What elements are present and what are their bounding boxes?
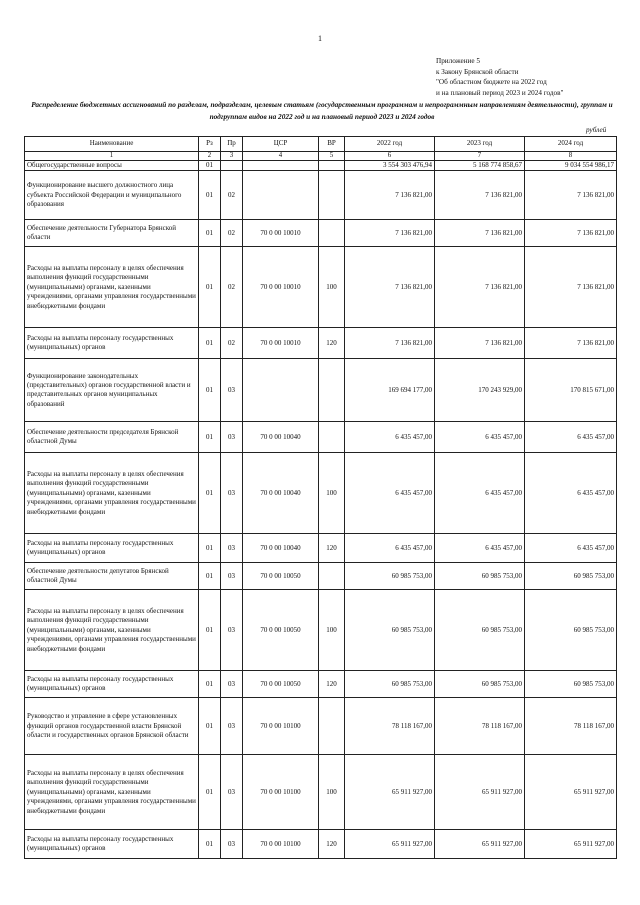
row-vr: 120 — [319, 328, 345, 359]
row-name: Расходы на выплаты персоналу в целях обеспечения выполнения функций государственными (муниципальными) органами, казенными учреждениями, органами управления государственными внебюджетными фондами — [25, 755, 199, 830]
row-amount-2022: 7 136 821,00 — [345, 247, 435, 328]
row-amount-2024: 78 118 167,00 — [525, 698, 617, 755]
row-amount-2022: 78 118 167,00 — [345, 698, 435, 755]
table-row — [25, 422, 617, 453]
column-number: 8 — [525, 152, 617, 161]
column-header: Рз — [199, 137, 221, 152]
row-amount-2022: 7 136 821,00 — [345, 328, 435, 359]
column-number: 6 — [345, 152, 435, 161]
table-row — [25, 453, 617, 534]
row-amount-2023: 60 985 753,00 — [435, 563, 525, 590]
table-row — [25, 671, 617, 698]
row-amount-2024: 65 911 927,00 — [525, 830, 617, 859]
row-amount-2022: 6 435 457,00 — [345, 453, 435, 534]
row-name: Расходы на выплаты персоналу в целях обеспечения выполнения функций государственными (муниципальными) органами, казенными учреждениями, органами управления государственными внебюджетными фондами — [25, 247, 199, 328]
table-row — [25, 590, 617, 671]
row-amount-2024: 7 136 821,00 — [525, 247, 617, 328]
row-amount-2022: 65 911 927,00 — [345, 830, 435, 859]
row-pr: 03 — [221, 453, 243, 534]
row-rz: 01 — [199, 698, 221, 755]
table-row — [25, 328, 617, 359]
appendix-note — [436, 56, 563, 98]
row-amount-2024: 7 136 821,00 — [525, 328, 617, 359]
row-amount-2022: 6 435 457,00 — [345, 534, 435, 563]
column-header: 2022 год — [345, 137, 435, 152]
row-amount-2023: 60 985 753,00 — [435, 671, 525, 698]
row-rz: 01 — [199, 328, 221, 359]
unit-label: рублей — [586, 126, 607, 134]
table-row — [25, 755, 617, 830]
row-rz: 01 — [199, 171, 221, 220]
appendix-line: и на плановый период 2023 и 2024 годов" — [436, 88, 564, 97]
row-csr: 70 0 00 10040 — [243, 534, 319, 563]
row-amount-2022: 7 136 821,00 — [345, 171, 435, 220]
row-rz: 01 — [199, 422, 221, 453]
table-row — [25, 171, 617, 220]
column-number: 4 — [243, 152, 319, 161]
row-amount-2023: 7 136 821,00 — [435, 171, 525, 220]
row-name: Обеспечение деятельности Губернатора Брянской области — [25, 220, 199, 247]
row-rz: 01 — [199, 453, 221, 534]
row-csr: 70 0 00 10010 — [243, 247, 319, 328]
document-title: Распределение бюджетных ассигнований по разделам, подразделам, целевым статьям (государственным программам и непрограммным направлениям деятельности), группам и подгруппам видов на 2022 год и на плановый период 2023 и 2024 годов — [31, 100, 613, 121]
row-rz: 01 — [199, 563, 221, 590]
row-csr: 70 0 00 10050 — [243, 671, 319, 698]
row-csr: 70 0 00 10050 — [243, 590, 319, 671]
row-pr: 03 — [221, 563, 243, 590]
row-rz: 01 — [199, 161, 221, 171]
row-amount-2023: 170 243 929,00 — [435, 359, 525, 422]
row-amount-2024: 6 435 457,00 — [525, 534, 617, 563]
row-pr: 03 — [221, 671, 243, 698]
header-row — [25, 137, 617, 152]
row-amount-2024: 60 985 753,00 — [525, 563, 617, 590]
row-name: Общегосударственные вопросы — [25, 161, 199, 171]
row-name: Расходы на выплаты персоналу государственных (муниципальных) органов — [25, 534, 199, 563]
row-amount-2022: 169 694 177,00 — [345, 359, 435, 422]
row-rz: 01 — [199, 359, 221, 422]
table-body — [25, 161, 617, 859]
row-name: Расходы на выплаты персоналу государственных (муниципальных) органов — [25, 671, 199, 698]
column-header: 2023 год — [435, 137, 525, 152]
row-csr — [243, 359, 319, 422]
appendix-line: Приложение 5 — [436, 57, 480, 65]
row-pr: 03 — [221, 698, 243, 755]
column-number-row — [25, 152, 617, 161]
row-rz: 01 — [199, 830, 221, 859]
row-name: Обеспечение деятельности председателя Брянской областной Думы — [25, 422, 199, 453]
row-name: Расходы на выплаты персоналу государственных (муниципальных) органов — [25, 830, 199, 859]
row-vr — [319, 171, 345, 220]
row-csr: 70 0 00 10040 — [243, 453, 319, 534]
row-vr: 100 — [319, 453, 345, 534]
row-amount-2023: 65 911 927,00 — [435, 830, 525, 859]
row-rz: 01 — [199, 590, 221, 671]
column-number: 7 — [435, 152, 525, 161]
row-vr: 100 — [319, 590, 345, 671]
row-csr — [243, 161, 319, 171]
row-csr: 70 0 00 10100 — [243, 830, 319, 859]
row-name: Функционирование высшего должностного лица субъекта Российской Федерации и муниципального образования — [25, 171, 199, 220]
row-amount-2023: 5 168 774 858,67 — [435, 161, 525, 171]
appendix-line: к Закону Брянской области — [436, 67, 519, 76]
row-csr: 70 0 00 10040 — [243, 422, 319, 453]
column-header: ЦСР — [243, 137, 319, 152]
row-csr: 70 0 00 10010 — [243, 328, 319, 359]
row-csr: 70 0 00 10010 — [243, 220, 319, 247]
column-header: Наименование — [25, 137, 199, 152]
table-row — [25, 359, 617, 422]
row-pr: 02 — [221, 247, 243, 328]
row-amount-2023: 6 435 457,00 — [435, 422, 525, 453]
row-vr: 120 — [319, 830, 345, 859]
row-amount-2023: 60 985 753,00 — [435, 590, 525, 671]
row-amount-2022: 6 435 457,00 — [345, 422, 435, 453]
row-name: Расходы на выплаты персоналу в целях обеспечения выполнения функций государственными (муниципальными) органами, казенными учреждениями, органами управления государственными внебюджетными фондами — [25, 590, 199, 671]
column-number: 1 — [25, 152, 199, 161]
appendix-line: "Об областном бюджете на 2022 год — [436, 78, 547, 86]
row-amount-2023: 7 136 821,00 — [435, 220, 525, 247]
row-pr — [221, 161, 243, 171]
row-vr: 120 — [319, 671, 345, 698]
page-number: 1 — [318, 34, 322, 43]
row-amount-2023: 65 911 927,00 — [435, 755, 525, 830]
table-header — [25, 137, 617, 161]
row-amount-2023: 6 435 457,00 — [435, 534, 525, 563]
row-vr — [319, 220, 345, 247]
row-amount-2022: 60 985 753,00 — [345, 671, 435, 698]
row-amount-2024: 6 435 457,00 — [525, 422, 617, 453]
row-pr: 03 — [221, 830, 243, 859]
budget-table — [24, 136, 617, 859]
row-name: Руководство и управление в сфере установленных функций органов государственной власти Брянской области и государственных органов Брянской области — [25, 698, 199, 755]
row-pr: 03 — [221, 422, 243, 453]
row-pr: 02 — [221, 328, 243, 359]
row-csr: 70 0 00 10100 — [243, 755, 319, 830]
row-vr: 120 — [319, 534, 345, 563]
row-amount-2024: 7 136 821,00 — [525, 220, 617, 247]
row-amount-2022: 7 136 821,00 — [345, 220, 435, 247]
column-number: 5 — [319, 152, 345, 161]
row-name: Обеспечение деятельности депутатов Брянской областной Думы — [25, 563, 199, 590]
table-row — [25, 698, 617, 755]
table-row — [25, 247, 617, 328]
row-rz: 01 — [199, 247, 221, 328]
row-name: Расходы на выплаты персоналу в целях обеспечения выполнения функций государственными (муниципальными) органами, казенными учреждениями, органами управления государственными внебюджетными фондами — [25, 453, 199, 534]
column-header: ВР — [319, 137, 345, 152]
row-pr: 03 — [221, 359, 243, 422]
row-vr — [319, 698, 345, 755]
row-pr: 02 — [221, 171, 243, 220]
row-rz: 01 — [199, 755, 221, 830]
row-pr: 02 — [221, 220, 243, 247]
table-row — [25, 563, 617, 590]
row-name: Расходы на выплаты персоналу государственных (муниципальных) органов — [25, 328, 199, 359]
row-rz: 01 — [199, 220, 221, 247]
table-row — [25, 161, 617, 171]
column-header: 2024 год — [525, 137, 617, 152]
column-number: 3 — [221, 152, 243, 161]
row-amount-2024: 65 911 927,00 — [525, 755, 617, 830]
row-rz: 01 — [199, 534, 221, 563]
row-vr — [319, 161, 345, 171]
column-header: Пр — [221, 137, 243, 152]
row-amount-2022: 3 554 303 476,94 — [345, 161, 435, 171]
row-amount-2024: 6 435 457,00 — [525, 453, 617, 534]
row-amount-2023: 78 118 167,00 — [435, 698, 525, 755]
row-amount-2024: 7 136 821,00 — [525, 171, 617, 220]
row-name: Функционирование законодательных (представительных) органов государственной власти и представительных органов муниципальных образований — [25, 359, 199, 422]
row-amount-2024: 9 034 554 986,17 — [525, 161, 617, 171]
row-vr — [319, 359, 345, 422]
table-row — [25, 220, 617, 247]
row-amount-2023: 6 435 457,00 — [435, 453, 525, 534]
table-row — [25, 534, 617, 563]
row-pr: 03 — [221, 755, 243, 830]
column-number: 2 — [199, 152, 221, 161]
row-csr: 70 0 00 10100 — [243, 698, 319, 755]
row-amount-2022: 65 911 927,00 — [345, 755, 435, 830]
row-vr — [319, 563, 345, 590]
row-vr: 100 — [319, 247, 345, 328]
table-row — [25, 830, 617, 859]
row-amount-2022: 60 985 753,00 — [345, 563, 435, 590]
row-amount-2022: 60 985 753,00 — [345, 590, 435, 671]
row-amount-2023: 7 136 821,00 — [435, 328, 525, 359]
row-amount-2024: 170 815 671,00 — [525, 359, 617, 422]
row-csr: 70 0 00 10050 — [243, 563, 319, 590]
row-vr: 100 — [319, 755, 345, 830]
row-csr — [243, 171, 319, 220]
row-pr: 03 — [221, 590, 243, 671]
row-rz: 01 — [199, 671, 221, 698]
row-amount-2023: 7 136 821,00 — [435, 247, 525, 328]
row-pr: 03 — [221, 534, 243, 563]
row-amount-2024: 60 985 753,00 — [525, 671, 617, 698]
row-vr — [319, 422, 345, 453]
row-amount-2024: 60 985 753,00 — [525, 590, 617, 671]
